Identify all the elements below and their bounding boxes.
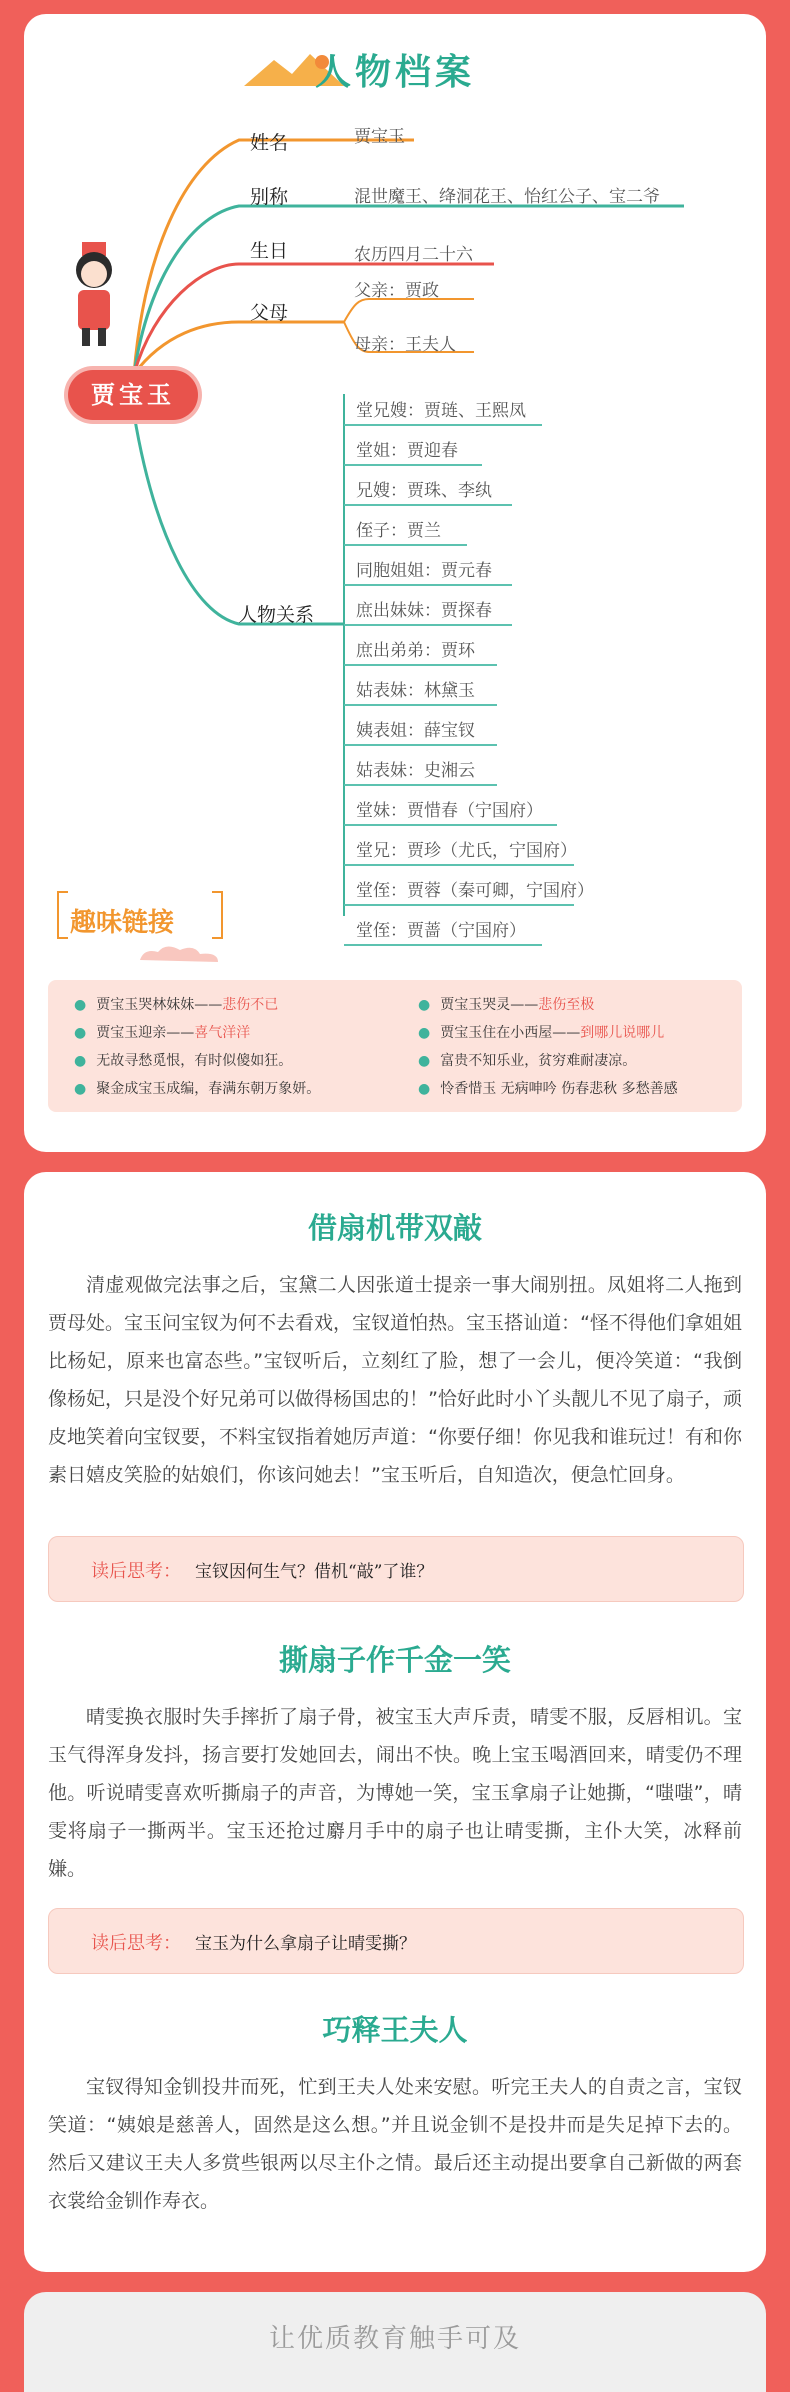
fun-title-right-bracket: [210, 890, 226, 940]
profile-card: [24, 14, 766, 1152]
bullet-icon: ●: [74, 1053, 87, 1069]
alias-value: 混世魔王、绛洞花王、怡红公子、宝二爷: [354, 187, 660, 207]
relation-underline: [344, 784, 497, 786]
fun-item-text: 聚金成宝玉成编，春满东朝万象妍。: [96, 1081, 321, 1097]
name-label: 姓名: [250, 132, 289, 154]
bullet-icon: ●: [74, 1081, 87, 1097]
relation-item: 堂妹：贾惜春（宁国府）: [356, 801, 543, 821]
fun-item-highlight: 悲伤不已: [222, 997, 279, 1013]
section-body: 宝钗得知金钏投井而死，忙到王夫人处来安慰。听完王夫人的自责之言，宝钗笑道：“姨娘是慈善人，固然是这么想。”并且说金钏不是投井而是失足掉下去的。然后又建议王夫人多赏些银两以尽主仆之情。最后还主动提出要拿自己新做的两套衣裳给金钏作寿衣。: [48, 2076, 742, 2212]
fun-item-highlight: 到哪儿说哪儿: [580, 1025, 665, 1041]
reflection-question: 宝钗因何生气？借机“敲”了谁？: [195, 1562, 434, 1582]
relation-underline: [344, 624, 512, 626]
relation-underline: [344, 464, 482, 466]
fun-item: [418, 994, 594, 1014]
fun-item: [74, 994, 278, 1014]
fun-title-left-bracket: [54, 890, 70, 940]
reflection-box: [48, 1536, 744, 1602]
stories-card: [24, 1172, 766, 2272]
name-value: 贾宝玉: [354, 127, 405, 147]
birthday-label: 生日: [250, 240, 289, 262]
fun-item: [418, 1078, 678, 1098]
relation-underline: [344, 824, 557, 826]
relation-item: 兄嫂：贾珠、李纨: [356, 481, 492, 501]
fun-links-title: 趣味链接: [70, 908, 175, 938]
bullet-icon: ●: [418, 1053, 431, 1069]
section-title: 撕扇子作千金一笑: [278, 1643, 511, 1677]
relation-item: 姑表妹：史湘云: [356, 761, 475, 781]
fun-item-highlight: 悲伤至极: [538, 997, 595, 1013]
relation-underline: [344, 544, 467, 546]
relation-underline: [344, 424, 542, 426]
relation-underline: [344, 864, 574, 866]
bullet-icon: ●: [418, 1025, 431, 1041]
reflection-box: [48, 1908, 744, 1974]
section-title: 借扇机带双敲: [307, 1211, 482, 1245]
relation-underline: [344, 944, 542, 946]
fun-item-highlight: 喜气洋洋: [194, 1025, 251, 1041]
fun-item-text: 怜香惜玉 无病呻吟 伤春悲秋 多愁善感: [440, 1081, 678, 1097]
character-avatar: [64, 240, 124, 350]
relation-item: 姨表姐：薛宝钗: [356, 721, 475, 741]
relation-underline: [344, 664, 497, 666]
bullet-icon: ●: [74, 997, 87, 1013]
cloud-decor-icon: [134, 942, 224, 966]
fun-item-text: 贾宝玉迎亲——: [96, 1025, 195, 1041]
father-value: 父亲：贾政: [354, 281, 439, 301]
relation-item: 庶出弟弟：贾环: [356, 641, 475, 661]
footer: [24, 2292, 766, 2392]
reflection-question: 宝玉为什么拿扇子让晴雯撕？: [195, 1934, 416, 1954]
mother-value: 母亲：王夫人: [354, 335, 456, 355]
fun-item-text: 贾宝玉住在小西屋——: [440, 1025, 581, 1041]
fun-item: [74, 1050, 292, 1070]
center-node: 贾宝玉: [68, 370, 198, 420]
relation-underline: [344, 744, 497, 746]
fun-item: [74, 1078, 320, 1098]
mind-map: [24, 14, 766, 954]
relation-item: 姑表妹：林黛玉: [356, 681, 475, 701]
fun-item: [74, 1022, 250, 1042]
bullet-icon: ●: [418, 997, 431, 1013]
fun-item-text: 贾宝玉哭林妹妹——: [96, 997, 223, 1013]
relation-underline: [344, 504, 512, 506]
alias-label: 别称: [250, 186, 289, 208]
reflection-label: 读后思考：: [91, 1561, 181, 1582]
fun-item-text: 无故寻愁觅恨，有时似傻如狂。: [96, 1053, 293, 1069]
section-title: 巧释王夫人: [322, 2013, 468, 2047]
fun-links-box: [48, 980, 742, 1112]
profile-title: 人物档案: [314, 52, 475, 93]
relation-item: 堂侄：贾蓉（秦可卿，宁国府）: [356, 881, 594, 901]
parents-label: 父母: [250, 302, 289, 324]
relation-item: 堂兄：贾珍（尤氏，宁国府）: [356, 841, 577, 861]
relation-underline: [344, 704, 497, 706]
section-body: 清虚观做完法事之后，宝黛二人因张道士提亲一事大闹别扭。凤姐将二人拖到贾母处。宝玉问宝钗为何不去看戏，宝钗道怕热。宝玉搭讪道：“怪不得他们拿姐姐比杨妃，原来也富态些。”宝钗听后，立刻红了脸，想了一会儿，便冷笑道：“我倒像杨妃，只是没个好兄弟可以做得杨国忠的！”恰好此时小丫头靓儿不见了扇子，顽皮地笑着向宝钗要，不料宝钗指着她厉声道：“你要仔细！你见我和谁玩过！有和你素日嬉皮笑脸的姑娘们，你该问她去！”宝玉听后，自知造次，便急忙回身。: [48, 1274, 742, 1486]
bullet-icon: ●: [418, 1081, 431, 1097]
relation-item: 庶出妹妹：贾探春: [356, 601, 492, 621]
footer-slogan: 让优质教育触手可及: [268, 2324, 521, 2354]
birthday-value: 农历四月二十六: [354, 245, 473, 265]
relation-item: 堂兄嫂：贾琏、王熙凤: [356, 401, 526, 421]
fun-item: [418, 1022, 664, 1042]
relations-label: 人物关系: [238, 604, 315, 626]
reflection-label: 读后思考：: [91, 1933, 181, 1954]
fun-item-text: 贾宝玉哭灵——: [440, 997, 539, 1013]
relation-underline: [344, 904, 574, 906]
section-body: 晴雯换衣服时失手摔折了扇子骨，被宝玉大声斥责，晴雯不服，反唇相讥。宝玉气得浑身发抖，扬言要打发她回去，闹出不快。晚上宝玉喝酒回来，晴雯仍不理他。听说晴雯喜欢听撕扇子的声音，为博她一笑，宝玉拿扇子让她撕，“嗤嗤”，晴雯将扇子一撕两半。宝玉还抢过麝月手中的扇子也让晴雯撕，主仆大笑，冰释前嫌。: [48, 1706, 742, 1880]
relation-item: 堂姐：贾迎春: [356, 441, 458, 461]
fun-item: [418, 1050, 636, 1070]
relation-item: 侄子：贾兰: [356, 521, 441, 541]
relation-underline: [344, 584, 512, 586]
bullet-icon: ●: [74, 1025, 87, 1041]
fun-item-text: 富贵不知乐业，贫穷难耐凄凉。: [440, 1053, 637, 1069]
relation-item: 堂侄：贾蔷（宁国府）: [356, 921, 526, 941]
relation-item: 同胞姐姐：贾元春: [356, 561, 492, 581]
